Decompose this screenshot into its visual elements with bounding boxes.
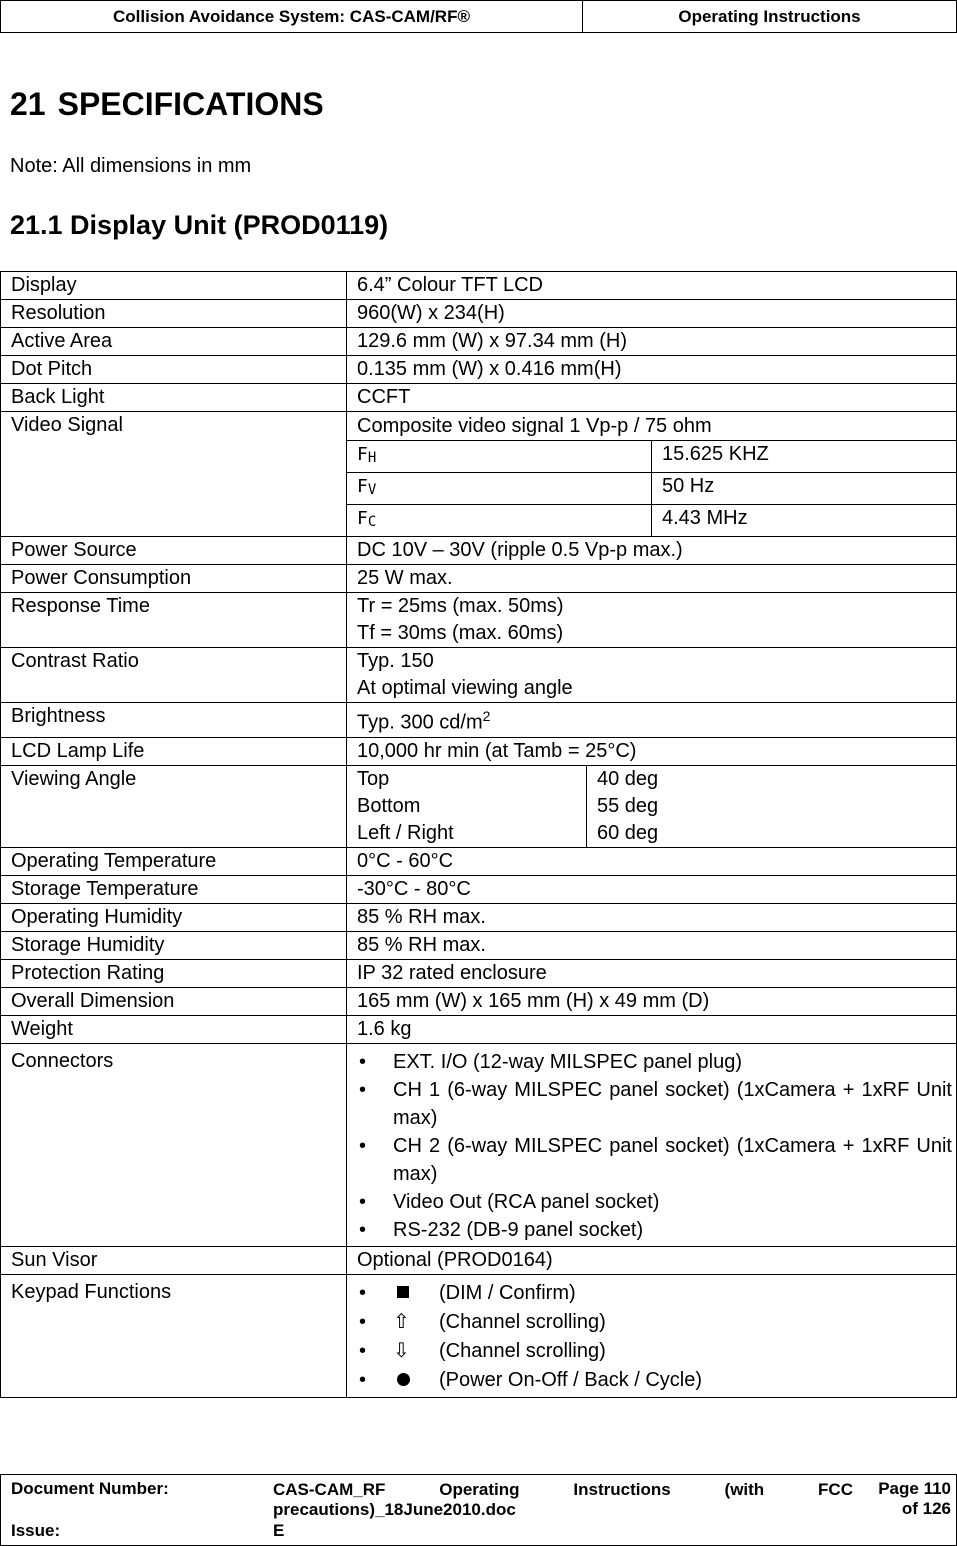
spec-value: 10,000 hr min (at Tamb = 25°C) — [347, 737, 957, 765]
spec-key: Storage Humidity — [1, 931, 347, 959]
table-row — [1, 565, 957, 593]
page-number: Page 110 of 126 — [878, 1479, 951, 1518]
spec-key: Active Area — [1, 328, 347, 356]
video-signal-desc: Composite video signal 1 Vp-p / 75 ohm — [357, 415, 712, 437]
spec-value: 0.135 mm (W) x 0.416 mm(H) — [347, 356, 957, 384]
viewing-degrees: 40 deg 55 deg 60 deg — [597, 767, 659, 844]
table-row — [1, 1274, 957, 1397]
spec-value: 1.6 kg — [347, 1015, 957, 1043]
spec-value-connectors — [347, 1043, 957, 1246]
spec-value: Typ. 150 At optimal viewing angle — [347, 648, 957, 703]
viewing-directions: Top Bottom Left / Right — [347, 766, 587, 847]
header-doc-type: Operating Instructions — [678, 6, 861, 26]
spec-value-video-signal — [347, 412, 957, 537]
spec-key: Resolution — [1, 300, 347, 328]
doc-number-label: Document Number: — [11, 1479, 169, 1498]
table-row — [1, 412, 957, 537]
spec-value: 960(W) x 234(H) — [347, 300, 957, 328]
spec-value: Typ. 300 $cd/m^2$ — [347, 703, 957, 738]
table-row — [1, 537, 957, 565]
freq-symbol: $F_H$ — [347, 441, 652, 473]
spec-value: 165 mm (W) x 165 mm (H) x 49 mm (D) — [347, 987, 957, 1015]
spec-key: Operating Temperature — [1, 847, 347, 875]
spec-value: -30°C - 80°C — [347, 875, 957, 903]
spec-value: Tr = 25ms (max. 50ms) Tf = 30ms (max. 60ms) — [347, 593, 957, 648]
issue-value: E — [273, 1521, 285, 1540]
issue-label: Issue: — [11, 1521, 61, 1540]
table-row — [1, 959, 957, 987]
viewing-angle-subtable — [347, 766, 956, 847]
doc-number-value: CAS-CAM_RF Operating Instructions (with FCC — [273, 1480, 853, 1499]
table-row — [1, 765, 957, 847]
doc-number-value-cont: precautions)_18June2010.doc — [273, 1500, 516, 1519]
table-row — [1, 847, 957, 875]
header-system-title: Collision Avoidance System: CAS-CAM/RF® — [1, 1, 583, 32]
spec-value: IP 32 rated enclosure — [347, 959, 957, 987]
spec-value: CCFT — [347, 384, 957, 412]
page-footer — [0, 1474, 957, 1546]
spec-value: DC 10V – 30V (ripple 0.5 Vp-p max.) — [347, 537, 957, 565]
spec-key: Display — [1, 272, 347, 300]
list-item: • Video Out (RCA panel socket) — [357, 1188, 956, 1216]
square-key-icon — [393, 1279, 439, 1308]
spec-value: 85 % RH max. — [347, 931, 957, 959]
table-row — [1, 593, 957, 648]
page-header — [0, 0, 957, 33]
freq-symbol: $F_V$ — [347, 473, 652, 505]
table-row — [1, 300, 957, 328]
table-row — [1, 356, 957, 384]
list-item: • ⇩ (Channel scrolling) — [357, 1337, 956, 1366]
list-item: • CH 2 (6-way MILSPEC panel socket) (1xCamera + 1xRF Unit max) — [357, 1132, 956, 1188]
table-row — [1, 1015, 957, 1043]
section-title: SPECIFICATIONS — [57, 86, 324, 122]
spec-key: LCD Lamp Life — [1, 737, 347, 765]
table-row — [1, 1043, 957, 1246]
table-row — [1, 903, 957, 931]
spec-key: Back Light — [1, 384, 347, 412]
spec-key: Sun Visor — [1, 1246, 347, 1274]
table-row — [1, 875, 957, 903]
spec-key: Power Source — [1, 537, 347, 565]
list-item: • EXT. I/O (12-way MILSPEC panel plug) — [357, 1048, 956, 1076]
table-row — [1, 1246, 957, 1274]
spec-key: Brightness — [1, 703, 347, 738]
freq-value: 15.625 KHZ — [652, 441, 957, 473]
spec-value-keypad — [347, 1274, 957, 1397]
list-item: • ⇧ (Channel scrolling) — [357, 1308, 956, 1337]
spec-key: Connectors — [1, 1043, 347, 1246]
spec-key: Response Time — [1, 593, 347, 648]
spec-table — [0, 271, 957, 1398]
freq-value: 4.43 MHz — [652, 505, 957, 537]
table-row — [1, 931, 957, 959]
list-item: • RS-232 (DB-9 panel socket) — [357, 1216, 956, 1244]
freq-value: 50 Hz — [652, 473, 957, 505]
spec-key: Protection Rating — [1, 959, 347, 987]
spec-value: 85 % RH max. — [347, 903, 957, 931]
table-row — [1, 272, 957, 300]
list-item: • (DIM / Confirm) — [357, 1279, 956, 1308]
spec-key: Keypad Functions — [1, 1274, 347, 1397]
spec-key: Power Consumption — [1, 565, 347, 593]
table-row — [1, 703, 957, 738]
subsection-heading: 21.1 Display Unit (PROD0119) — [10, 210, 389, 240]
video-signal-subtable — [347, 412, 956, 536]
table-row — [1, 737, 957, 765]
up-arrow-key-icon: ⇧ — [393, 1310, 410, 1333]
table-row — [1, 648, 957, 703]
spec-value: 0°C - 60°C — [347, 847, 957, 875]
spec-value: 6.4” Colour TFT LCD — [347, 272, 957, 300]
spec-value: 25 W max. — [347, 565, 957, 593]
dimensions-note: Note: All dimensions in mm — [10, 155, 252, 177]
spec-key: Weight — [1, 1015, 347, 1043]
spec-key: Dot Pitch — [1, 356, 347, 384]
keypad-list — [357, 1279, 956, 1395]
spec-value: 129.6 mm (W) x 97.34 mm (H) — [347, 328, 957, 356]
spec-value: Optional (PROD0164) — [347, 1246, 957, 1274]
table-row — [1, 384, 957, 412]
spec-key: Storage Temperature — [1, 875, 347, 903]
section-number: 21 — [10, 86, 46, 122]
table-row — [1, 328, 957, 356]
connector-list — [357, 1048, 956, 1244]
list-item: • CH 1 (6-way MILSPEC panel socket) (1xCamera + 1xRF Unit max) — [357, 1076, 956, 1132]
section-heading — [10, 86, 324, 123]
spec-value-viewing-angle — [347, 765, 957, 847]
freq-symbol: $F_C$ — [347, 505, 652, 537]
circle-key-icon — [393, 1366, 439, 1395]
spec-key: Contrast Ratio — [1, 648, 347, 703]
spec-key: Operating Humidity — [1, 903, 347, 931]
table-row — [1, 987, 957, 1015]
spec-key: Overall Dimension — [1, 987, 347, 1015]
spec-key: Video Signal — [1, 412, 347, 537]
spec-key: Viewing Angle — [1, 765, 347, 847]
down-arrow-key-icon: ⇩ — [393, 1339, 410, 1362]
list-item: • (Power On-Off / Back / Cycle) — [357, 1366, 956, 1395]
